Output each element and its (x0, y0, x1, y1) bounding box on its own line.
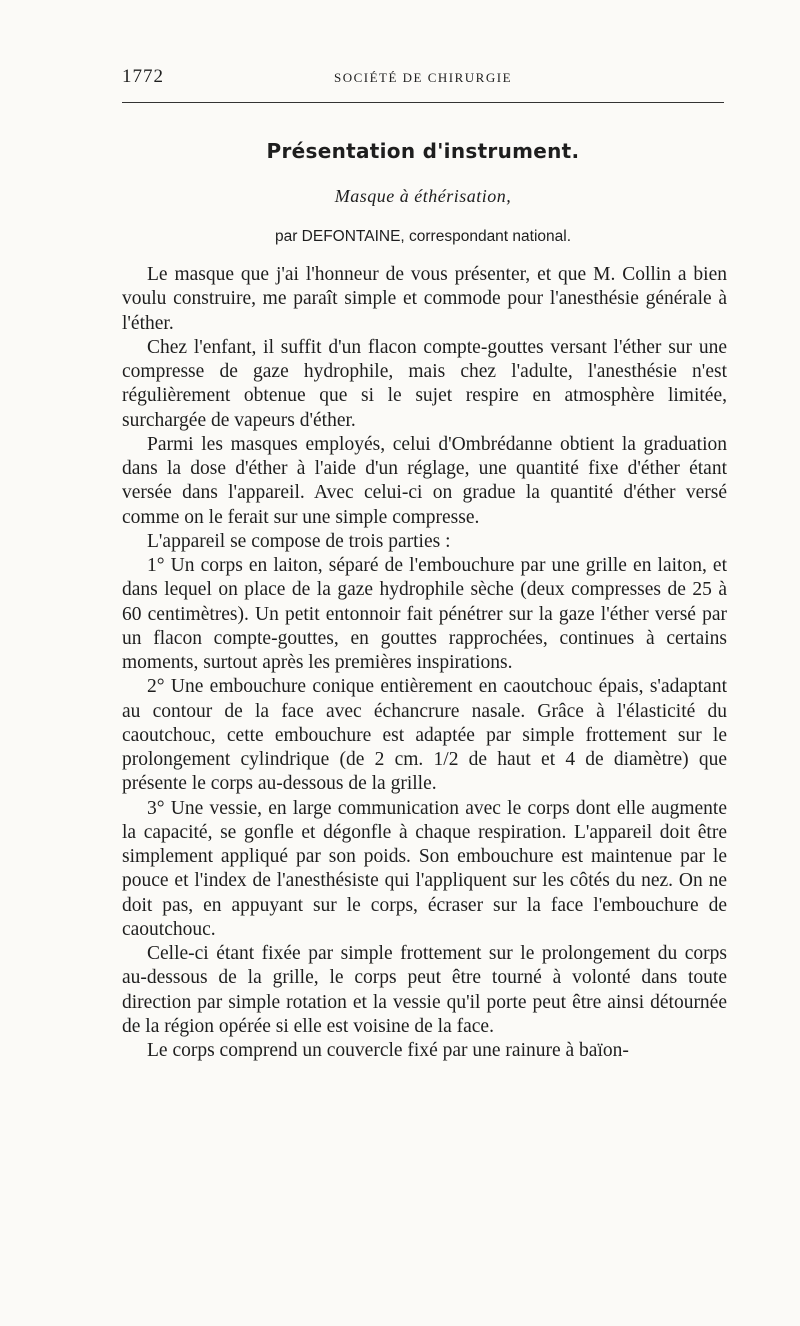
page-number: 1772 (122, 66, 164, 87)
paragraph: L'appareil se compose de trois parties : (147, 530, 451, 552)
paragraph: Le masque que j'ai l'honneur de vous présenter, et que M. Collin a bien voulu construire, me paraît simple et commode pour l'anesthésie générale à l'éther. (122, 264, 727, 334)
paragraph: Celle-ci étant fixée par simple frottement sur le prolongement du corps au-dessous de la grille, le corps peut être tourné à volonté dans toute direction par simple rotation et la vessie qu'il porte peut être ainsi détournée de la région opérée si elle est voisine de la face. (122, 943, 727, 1037)
paragraph: 3° Une vessie, en large communication avec le corps dont elle augmente la capacité, se gonfle et dégonfle à chaque respiration. L'appareil doit être simplement appliqué par son poids. Son embouchure est maintenue par le pouce et l'index de l'anesthésiste qui l'appliquent sur les côtés du nez. On ne doit pas, en appuyant sur le corps, écraser sur la face l'embouchure de caoutchouc. (122, 797, 727, 940)
article-body (122, 263, 727, 1063)
paragraph: Le corps comprend un couvercle fixé par une rainure à baïon- (147, 1040, 629, 1061)
article-subtitle: Masque à éthérisation, (334, 186, 512, 206)
paragraph: 1° Un corps en laiton, séparé de l'embouchure par une grille en laiton, et dans lequel on place de la gaze hydrophile sèche (deux compresses de 25 à 60 centimètres). Un petit entonnoir fait pénétrer sur la gaze l'éther versé par un flacon compte-gouttes, en gouttes rapprochées, continues à certains moments, surtout après les premières inspirations. (122, 555, 727, 673)
page-header (122, 66, 724, 92)
running-title: SOCIÉTÉ DE CHIRURGIE (333, 70, 513, 85)
paragraph: 2° Une embouchure conique entièrement en caoutchouc épais, s'adaptant au contour de la face avec échancrure nasale. Grâce à l'élasticité du caoutchouc, cette embouchure est adaptée par simple frottement sur le prolongement cylindrique (de 2 cm. 1/2 de haut et 4 de diamètre) que présente le corps au-dessous de la grille. (122, 676, 727, 795)
paragraph: Parmi les masques employés, celui d'Ombrédanne obtient la graduation dans la dose d'éther à l'aide d'un réglage, une quantité fixe d'éther étant versée dans l'appareil. Avec celui-ci on gradue la quantité d'éther versé comme on le ferait sur une simple compresse. (122, 433, 727, 528)
article-byline: par DEFONTAINE, correspondant national. (274, 228, 572, 245)
article-title: Présentation d'instrument. (266, 139, 580, 163)
header-rule (122, 102, 724, 103)
paragraph: Chez l'enfant, il suffit d'un flacon compte-gouttes versant l'éther sur une compresse de gaze hydrophile, mais chez l'adulte, l'anesthésie n'est régulièrement obtenue que si le sujet respire en atmosphère limitée, surchargée de vapeurs d'éther. (122, 336, 727, 431)
